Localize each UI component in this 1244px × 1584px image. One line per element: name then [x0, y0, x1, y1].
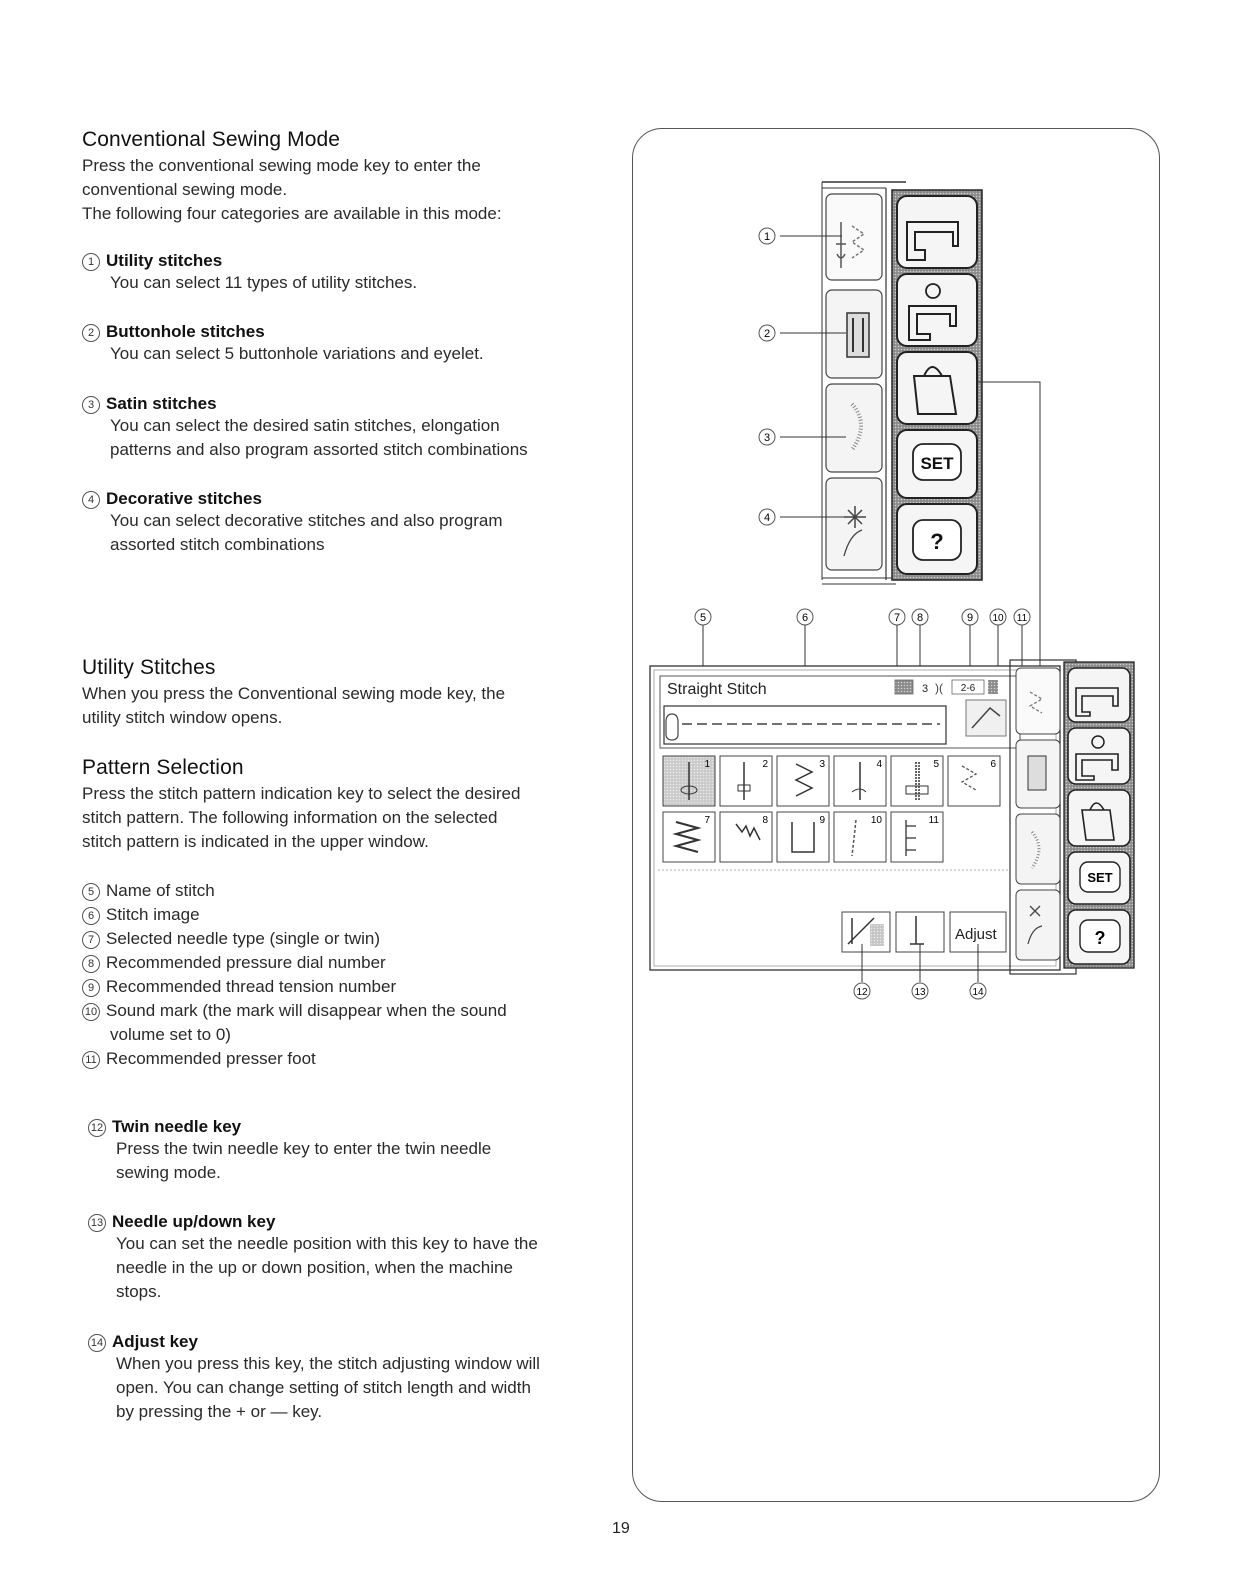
utility-stitch-window — [650, 666, 1060, 970]
pattern-heading: Pattern Selection — [82, 756, 244, 779]
svg-text:5: 5 — [933, 759, 939, 770]
category-decorative: 4 Decorative stitches You can select decorative stitches and also program assorted stitch combinations — [82, 489, 622, 557]
key-needle-updown: 13 Needle up/down key You can set the needle position with this key to have the needle in the up or down position, when the machine stops. — [88, 1212, 628, 1304]
stitch-image — [664, 706, 946, 744]
info-legend: 5 Name of stitch 6 Stitch image 7 Selected needle type (single or twin) 8 Recommended pressure dial number 9 Recommended thread tension number 10 Sound mark (the mark will disappear when the sound volume set to 0) 11 Recommended presser foot — [82, 879, 622, 1071]
svg-text:10: 10 — [870, 815, 882, 826]
help-key-label: ? — [930, 529, 944, 554]
category-utility: 1 Utility stitches You can select 11 types of utility stitches. — [82, 251, 622, 295]
category-buttonhole: 2 Buttonhole stitches You can select 5 buttonhole variations and eyelet. — [82, 322, 622, 366]
buttonhole-icon — [847, 313, 869, 357]
sound-mark-icon — [988, 680, 998, 694]
callout-number: 4 — [82, 491, 100, 509]
pattern-key-2[interactable] — [720, 756, 772, 806]
svg-text:3: 3 — [819, 759, 825, 770]
pattern-key-10[interactable] — [834, 812, 886, 862]
callout-number: 3 — [82, 396, 100, 414]
help-key[interactable] — [897, 504, 977, 574]
pattern-key-6[interactable] — [948, 756, 1000, 806]
callout-10: 10 — [992, 613, 1004, 624]
embroidery-mode-key[interactable] — [897, 274, 977, 346]
callout-6: 6 — [801, 612, 809, 624]
utility-heading: Utility Stitches — [82, 656, 216, 679]
pattern-key-5[interactable] — [891, 756, 943, 806]
callout-13: 13 — [914, 987, 926, 998]
callout-2: 2 — [763, 328, 771, 340]
svg-text:4: 4 — [876, 759, 882, 770]
presser-foot-icon — [966, 700, 1006, 736]
adjust-key-label: Adjust — [955, 926, 997, 943]
tab-satin-stitches[interactable] — [826, 384, 882, 472]
help-key-small[interactable] — [1068, 910, 1130, 964]
tab-buttonhole-stitches[interactable] — [826, 290, 882, 378]
pattern-key-4[interactable] — [834, 756, 886, 806]
callout-number: 1 — [82, 253, 100, 271]
conventional-mode-key[interactable] — [897, 196, 977, 268]
svg-text:8: 8 — [762, 815, 768, 826]
key-adjust: 14 Adjust key When you press this key, the stitch adjusting window will open. You can change setting of stitch length and width by pressing the + or — key. — [88, 1332, 628, 1424]
callout-9: 9 — [966, 612, 974, 624]
pressure-dial-number: 3 — [922, 683, 929, 695]
buttonhole-icon — [1028, 756, 1046, 790]
svg-text:7: 7 — [704, 815, 710, 826]
help-key-small-label: ? — [1094, 928, 1106, 948]
pattern-text: Press the stitch pattern indication key to select the desired stitch pattern. The following information on the selected stitch pattern is indicated in the upper window. — [82, 784, 521, 851]
callout-11: 11 — [1016, 613, 1028, 624]
set-key[interactable] — [897, 430, 977, 498]
needle-type-indicator — [895, 680, 913, 694]
personal-memory-key[interactable] — [897, 352, 977, 424]
tab-decorative-stitches[interactable] — [826, 478, 882, 570]
svg-text:6: 6 — [990, 759, 996, 770]
svg-text:1: 1 — [704, 759, 710, 770]
callout-5: 5 — [699, 612, 707, 624]
utility-text: When you press the Conventional sewing mode key, the utility stitch window opens. — [82, 684, 506, 727]
svg-text:11: 11 — [928, 815, 939, 826]
page-number: 19 — [612, 1520, 630, 1537]
set-key-small-label: SET — [1087, 870, 1113, 885]
callout-4: 4 — [763, 512, 771, 524]
pattern-key-1[interactable] — [663, 756, 715, 806]
thread-tension-number: 2-6 — [960, 683, 976, 694]
set-key-small[interactable] — [1068, 852, 1130, 904]
pattern-key-7[interactable] — [663, 812, 715, 862]
callout-7: 7 — [893, 612, 901, 624]
conventional-heading: Conventional Sewing Mode — [82, 128, 341, 151]
pattern-key-8[interactable] — [720, 812, 772, 862]
callout-12: 12 — [856, 987, 868, 998]
conventional-intro: Press the conventional sewing mode key to enter the conventional sewing mode. The following four categories are available in this mode: — [82, 156, 502, 223]
twin-needle-key[interactable] — [842, 912, 890, 952]
pattern-key-11[interactable] — [891, 812, 943, 862]
tension-icon: )( — [935, 681, 943, 695]
embroidery-mode-key-small[interactable] — [1068, 728, 1130, 784]
callout-number: 2 — [82, 324, 100, 342]
svg-text:2: 2 — [762, 759, 768, 770]
callout-14: 14 — [972, 987, 984, 998]
pattern-key-3[interactable] — [777, 756, 829, 806]
conventional-mode-key-small[interactable] — [1068, 668, 1130, 722]
key-twin-needle: 12 Twin needle key Press the twin needle key to enter the twin needle sewing mode. — [88, 1117, 628, 1185]
tab-utility-stitches[interactable] — [826, 194, 882, 280]
category-satin: 3 Satin stitches You can select the desired satin stitches, elongation patterns and also program assorted stitch combinations — [82, 394, 622, 462]
svg-text:9: 9 — [819, 815, 825, 826]
callout-1: 1 — [763, 231, 771, 243]
set-key-label: SET — [920, 454, 954, 473]
pattern-key-9[interactable] — [777, 812, 829, 862]
personal-memory-key-small[interactable] — [1068, 790, 1130, 846]
callout-8: 8 — [916, 612, 924, 624]
stitch-name: Straight Stitch — [667, 681, 767, 698]
callout-3: 3 — [763, 432, 771, 444]
